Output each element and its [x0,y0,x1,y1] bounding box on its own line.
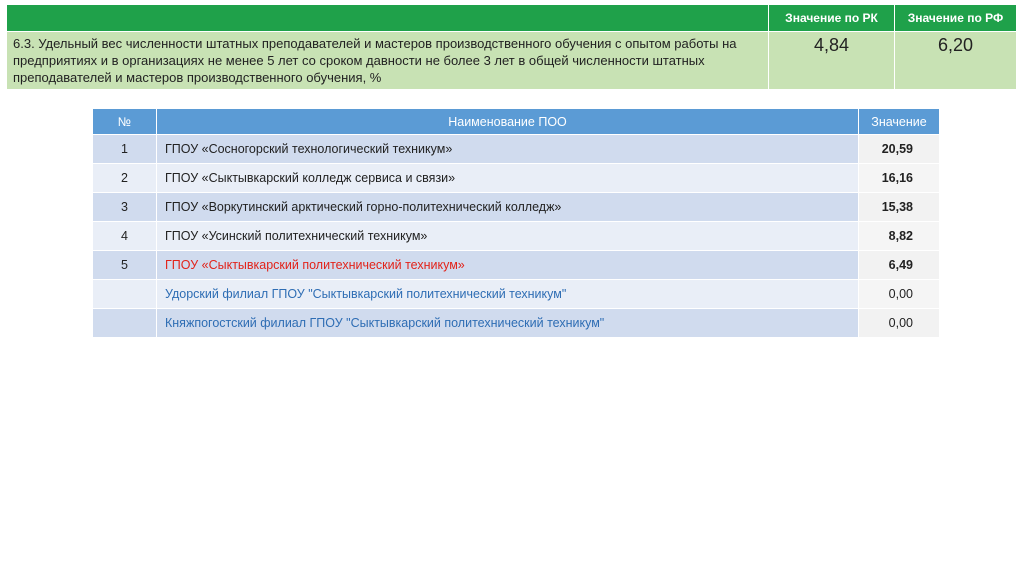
row-number: 3 [93,193,157,222]
indicator-table [6,4,1017,90]
row-name-highlighted: ГПОУ «Сыктывкарский политехнический техникум» [157,251,859,280]
row-number [93,280,157,309]
row-number: 2 [93,164,157,193]
row-value: 6,49 [859,251,940,280]
indicator-value-rf: 6,20 [895,32,1017,90]
indicator-row [7,32,1017,90]
row-value: 0,00 [859,309,940,338]
table-row [93,135,940,164]
indicator-description: 6.3. Удельный вес численности штатных преподавателей и мастеров производственного обучения с опытом работы на предприятиях и в организациях не менее 5 лет со сроком давности не более 3 лет в общей численности штатных преподавателей и мастеров производственного обучения, % [7,32,769,90]
row-number [93,309,157,338]
header-value: Значение [859,109,940,135]
row-name-branch: Княжпогостский филиал ГПОУ "Сыктывкарский политехнический техникум" [157,309,859,338]
header-value-rf: Значение по РФ [895,5,1017,32]
row-name: ГПОУ «Сыктывкарский колледж сервиса и связи» [157,164,859,193]
table-row [93,309,940,338]
row-number: 1 [93,135,157,164]
table-row [93,164,940,193]
ranking-header-row [93,109,940,135]
row-value: 0,00 [859,280,940,309]
row-name: ГПОУ «Воркутинский арктический горно-политехнический колледж» [157,193,859,222]
row-value: 20,59 [859,135,940,164]
row-name: ГПОУ «Усинский политехнический техникум» [157,222,859,251]
table-row [93,222,940,251]
header-name: Наименование ПОО [157,109,859,135]
table-row [93,280,940,309]
row-value: 16,16 [859,164,940,193]
indicator-header-blank [7,5,769,32]
header-value-rk: Значение по РК [769,5,895,32]
row-name: ГПОУ «Сосногорский технологический техникум» [157,135,859,164]
row-value: 8,82 [859,222,940,251]
row-value: 15,38 [859,193,940,222]
ranking-table [92,108,940,338]
indicator-header-row [7,5,1017,32]
table-row [93,251,940,280]
table-row [93,193,940,222]
row-name-branch: Удорский филиал ГПОУ "Сыктывкарский политехнический техникум" [157,280,859,309]
indicator-value-rk: 4,84 [769,32,895,90]
header-number: № [93,109,157,135]
row-number: 5 [93,251,157,280]
row-number: 4 [93,222,157,251]
